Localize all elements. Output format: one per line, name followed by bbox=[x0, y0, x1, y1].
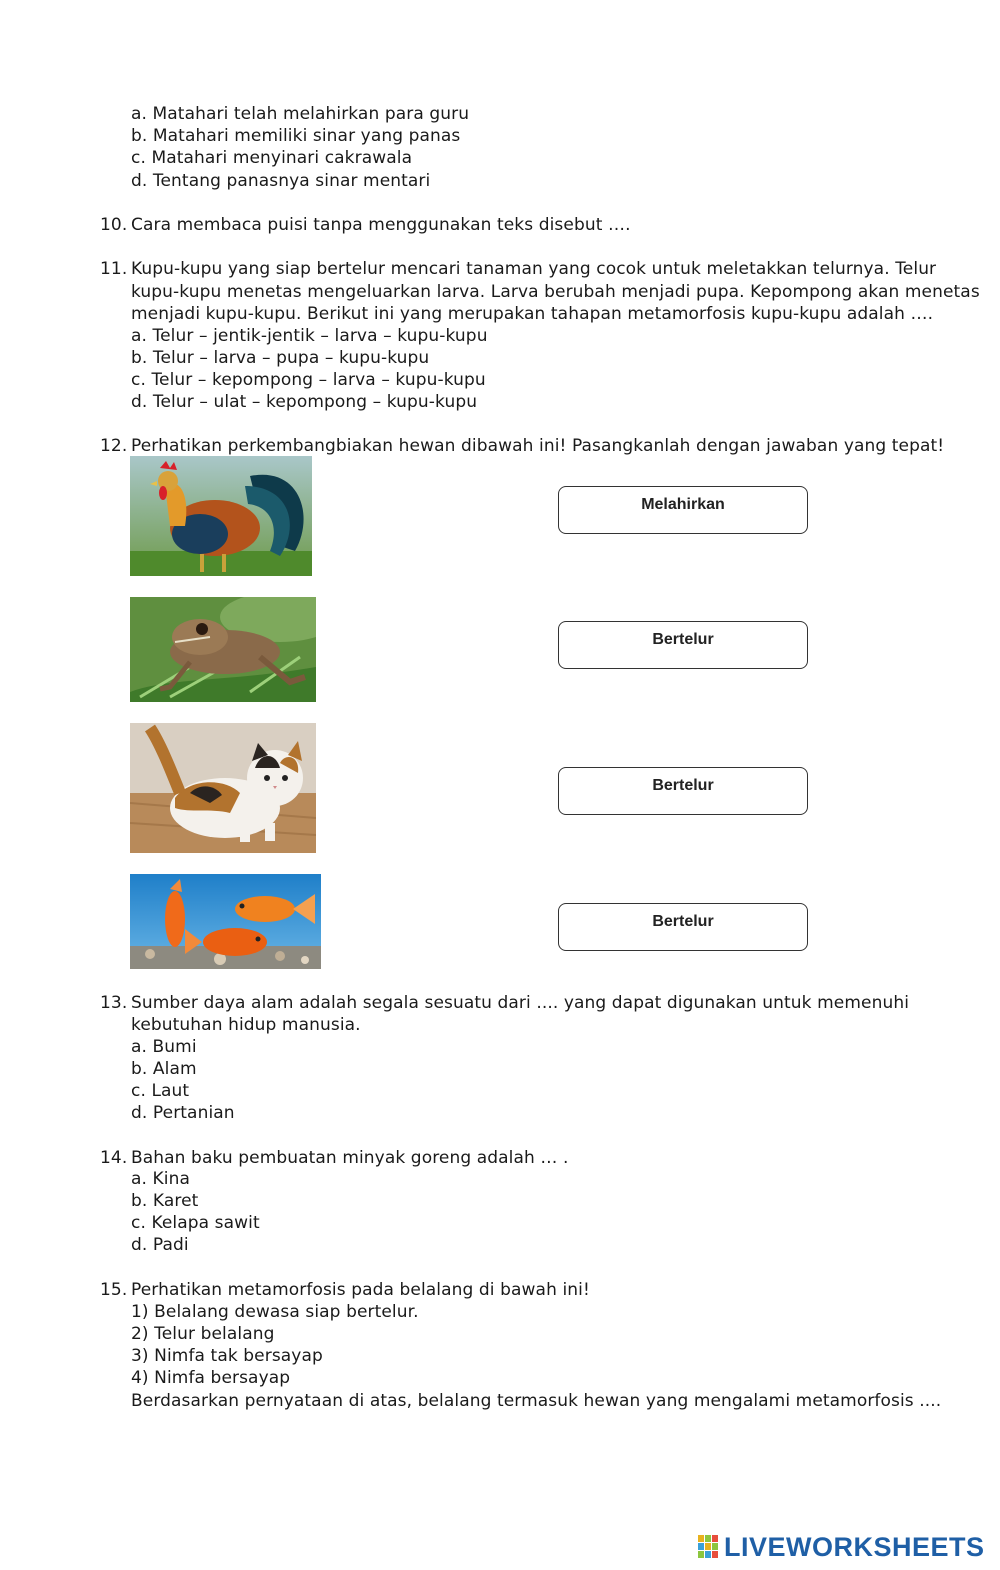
q9-option-d: d. Tentang panasnya sinar mentari bbox=[131, 171, 431, 191]
q9-option-a: a. Matahari telah melahirkan para guru bbox=[131, 104, 470, 124]
frog-image bbox=[130, 597, 316, 702]
q14-number: 14. bbox=[100, 1148, 128, 1168]
q14-option-a: a. Kina bbox=[131, 1169, 190, 1189]
q11-text-line-3: menjadi kupu-kupu. Berikut ini yang merupakan tahapan metamorfosis kupu-kupu adalah …. bbox=[131, 304, 934, 324]
answer-box-4-label: Bertelur bbox=[652, 913, 714, 930]
q14-option-c: c. Kelapa sawit bbox=[131, 1213, 260, 1233]
q15-item-2: 2) Telur belalang bbox=[131, 1324, 275, 1344]
q10-text: Cara membaca puisi tanpa menggunakan teks disebut …. bbox=[131, 215, 631, 235]
answer-box-2-label: Bertelur bbox=[652, 631, 714, 648]
q11-option-b: b. Telur – larva – pupa – kupu-kupu bbox=[131, 348, 430, 368]
q13-text-line-2: kebutuhan hidup manusia. bbox=[131, 1015, 361, 1035]
q11-number: 11. bbox=[100, 259, 128, 279]
q12-number: 12. bbox=[100, 436, 128, 456]
liveworksheets-logo-icon bbox=[698, 1534, 720, 1560]
q13-option-c: c. Laut bbox=[131, 1081, 190, 1101]
goldfish-image bbox=[130, 874, 321, 969]
q13-number: 13. bbox=[100, 993, 128, 1013]
answer-box-1[interactable] bbox=[558, 486, 808, 534]
liveworksheets-brand bbox=[698, 1532, 985, 1562]
q15-text: Perhatikan metamorfosis pada belalang di bawah ini! bbox=[131, 1280, 590, 1300]
rooster-image bbox=[130, 456, 312, 576]
answer-box-1-label: Melahirkan bbox=[641, 496, 725, 513]
q11-text-line-1: Kupu-kupu yang siap bertelur mencari tanaman yang cocok untuk meletakkan telurnya. Telur bbox=[131, 259, 937, 279]
answer-box-3[interactable] bbox=[558, 767, 808, 815]
q11-text-line-2: kupu-kupu menetas mengeluarkan larva. Larva berubah menjadi pupa. Kepompong akan menetas bbox=[131, 282, 980, 302]
q10-number: 10. bbox=[100, 215, 128, 235]
q15-conclusion: Berdasarkan pernyataan di atas, belalang termasuk hewan yang mengalami metamorfosis .... bbox=[131, 1391, 942, 1411]
q13-option-b: b. Alam bbox=[131, 1059, 197, 1079]
answer-box-3-label: Bertelur bbox=[652, 777, 714, 794]
q13-text-line-1: Sumber daya alam adalah segala sesuatu dari .... yang dapat digunakan untuk memenuhi bbox=[131, 993, 910, 1013]
q13-option-d: d. Pertanian bbox=[131, 1103, 235, 1123]
q11-option-c: c. Telur – kepompong – larva – kupu-kupu bbox=[131, 370, 486, 390]
q15-number: 15. bbox=[100, 1280, 128, 1300]
q14-option-d: d. Padi bbox=[131, 1235, 189, 1255]
cat-image bbox=[130, 723, 316, 853]
q14-text: Bahan baku pembuatan minyak goreng adalah … . bbox=[131, 1148, 569, 1168]
q15-item-4: 4) Nimfa bersayap bbox=[131, 1368, 291, 1388]
q11-option-d: d. Telur – ulat – kepompong – kupu-kupu bbox=[131, 392, 478, 412]
q15-item-1: 1) Belalang dewasa siap bertelur. bbox=[131, 1302, 419, 1322]
q9-option-b: b. Matahari memiliki sinar yang panas bbox=[131, 126, 461, 146]
q12-text: Perhatikan perkembangbiakan hewan dibawah ini! Pasangkanlah dengan jawaban yang tepat! bbox=[131, 436, 945, 456]
q13-option-a: a. Bumi bbox=[131, 1037, 197, 1057]
answer-box-2[interactable] bbox=[558, 621, 808, 669]
q15-item-3: 3) Nimfa tak bersayap bbox=[131, 1346, 323, 1366]
q11-option-a: a. Telur – jentik-jentik – larva – kupu-kupu bbox=[131, 326, 488, 346]
answer-box-4[interactable] bbox=[558, 903, 808, 951]
q9-option-c: c. Matahari menyinari cakrawala bbox=[131, 148, 413, 168]
q14-option-b: b. Karet bbox=[131, 1191, 199, 1211]
liveworksheets-brand-text: LIVEWORKSHEETS bbox=[724, 1531, 985, 1562]
